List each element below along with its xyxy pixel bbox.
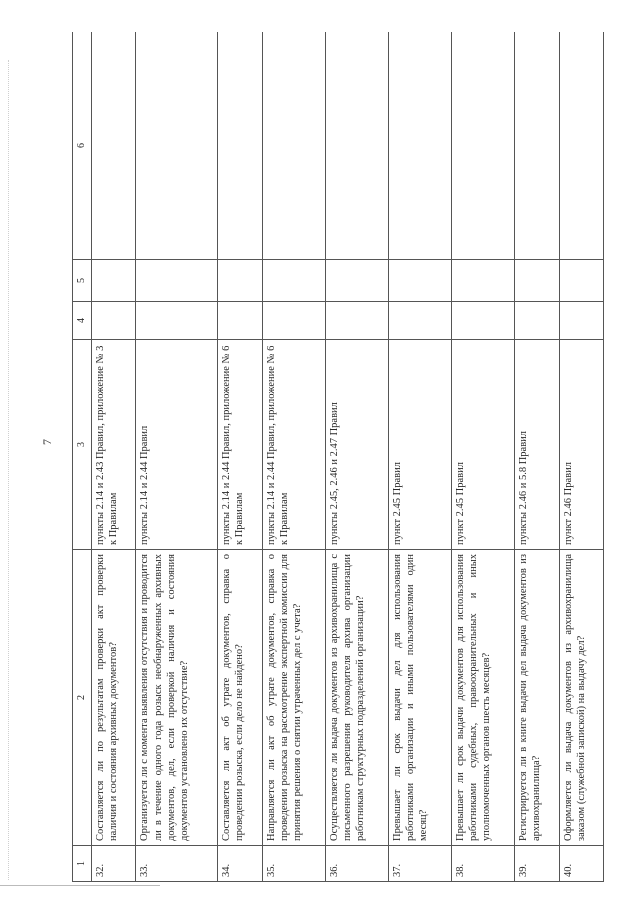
bottom-rule	[0, 885, 160, 886]
header-col-1: 1	[73, 846, 92, 882]
row-question: Организуется ли с момента выявления отсутствия и проводится ли в течение одного года розыск необнаруженных архивных документов, дел, если проверкой наличия и состояния документов установлено их отсутствие?	[136, 550, 218, 846]
row-note	[136, 32, 218, 260]
table-row	[136, 32, 218, 882]
row-note	[388, 32, 451, 260]
row-reference: пункты 2.14 и 2.43 Правил, приложение № 3 к Правилам	[92, 340, 136, 550]
row-answer-yes	[136, 302, 218, 340]
table-row	[559, 32, 603, 882]
row-reference: пункт 2.45 Правил	[388, 340, 451, 550]
table-row	[92, 32, 136, 882]
row-note	[515, 32, 559, 260]
row-question: Регистрируется ли в книге выдачи дел выдача документов из архивохранилища?	[515, 550, 559, 846]
row-number: 37.	[388, 846, 451, 882]
row-reference: пункт 2.45 Правил	[451, 340, 514, 550]
row-question: Оформляется ли выдача документов из архивохранилища заказом (служебной запиской) на выдачу дел?	[559, 550, 603, 846]
row-note	[262, 32, 325, 260]
table-row	[325, 32, 388, 882]
row-answer-no	[262, 260, 325, 302]
row-note	[325, 32, 388, 260]
row-answer-no	[136, 260, 218, 302]
table-row	[388, 32, 451, 882]
row-reference: пункт 2.46 Правил	[559, 340, 603, 550]
row-answer-yes	[218, 302, 262, 340]
row-number: 33.	[136, 846, 218, 882]
row-answer-yes	[92, 302, 136, 340]
table-frame	[72, 32, 604, 882]
row-question: Превышает ли срок выдачи документов для использования работниками судебных, правоохранительных и иных уполномоченных органов шесть месяцев?	[451, 550, 514, 846]
row-number: 36.	[325, 846, 388, 882]
row-question: Осуществляется ли выдача документов из архивохранилища с письменного разрешения руководителя архива организации работникам структурных подразделений организации?	[325, 550, 388, 846]
scan-margin-line	[8, 60, 9, 880]
row-answer-no	[325, 260, 388, 302]
row-answer-no	[451, 260, 514, 302]
rotated-table-container	[72, 32, 604, 882]
row-number: 39.	[515, 846, 559, 882]
row-answer-no	[559, 260, 603, 302]
row-answer-no	[515, 260, 559, 302]
row-number: 34.	[218, 846, 262, 882]
row-answer-yes	[325, 302, 388, 340]
row-answer-yes	[559, 302, 603, 340]
header-row	[73, 32, 92, 882]
header-col-3: 3	[73, 340, 92, 550]
row-reference: пункты 2.46 и 5.8 Правил	[515, 340, 559, 550]
row-number: 40.	[559, 846, 603, 882]
row-reference: пункты 2.14 и 2.44 Правил, приложение № 6 к Правилам	[262, 340, 325, 550]
row-number: 38.	[451, 846, 514, 882]
header-col-6: 6	[73, 32, 92, 260]
row-reference: пункты 2.14 и 2.44 Правил	[136, 340, 218, 550]
table-row	[218, 32, 262, 882]
table-row	[262, 32, 325, 882]
row-question: Составляется ли по результатам проверки акт проверки наличия и состояния архивных документов?	[92, 550, 136, 846]
row-answer-no	[92, 260, 136, 302]
checklist-table	[72, 32, 604, 882]
row-answer-no	[218, 260, 262, 302]
row-question: Направляется ли акт об утрате документов, справка о проведении розыска на рассмотрение экспертной комиссии для принятия решения о снятии утраченных дел с учета?	[262, 550, 325, 846]
row-note	[218, 32, 262, 260]
row-reference: пункты 2.14 и 2.44 Правил, приложение № 6 к Правилам	[218, 340, 262, 550]
row-question: Составляется ли акт об утрате документов, справка о проведении розыска, если дело не найдено?	[218, 550, 262, 846]
row-note	[92, 32, 136, 260]
table-row	[515, 32, 559, 882]
page-number: 7	[40, 439, 54, 445]
row-answer-yes	[515, 302, 559, 340]
row-answer-yes	[388, 302, 451, 340]
header-col-5: 5	[73, 260, 92, 302]
row-number: 35.	[262, 846, 325, 882]
row-answer-yes	[451, 302, 514, 340]
header-col-2: 2	[73, 550, 92, 846]
row-answer-yes	[262, 302, 325, 340]
row-question: Превышает ли срок выдачи дел для использования работниками организации и иными пользователями один месяц?	[388, 550, 451, 846]
row-number: 32.	[92, 846, 136, 882]
row-answer-no	[388, 260, 451, 302]
table-row	[451, 32, 514, 882]
row-reference: пункты 2.45, 2.46 и 2.47 Правил	[325, 340, 388, 550]
row-note	[559, 32, 603, 260]
header-col-4: 4	[73, 302, 92, 340]
row-note	[451, 32, 514, 260]
